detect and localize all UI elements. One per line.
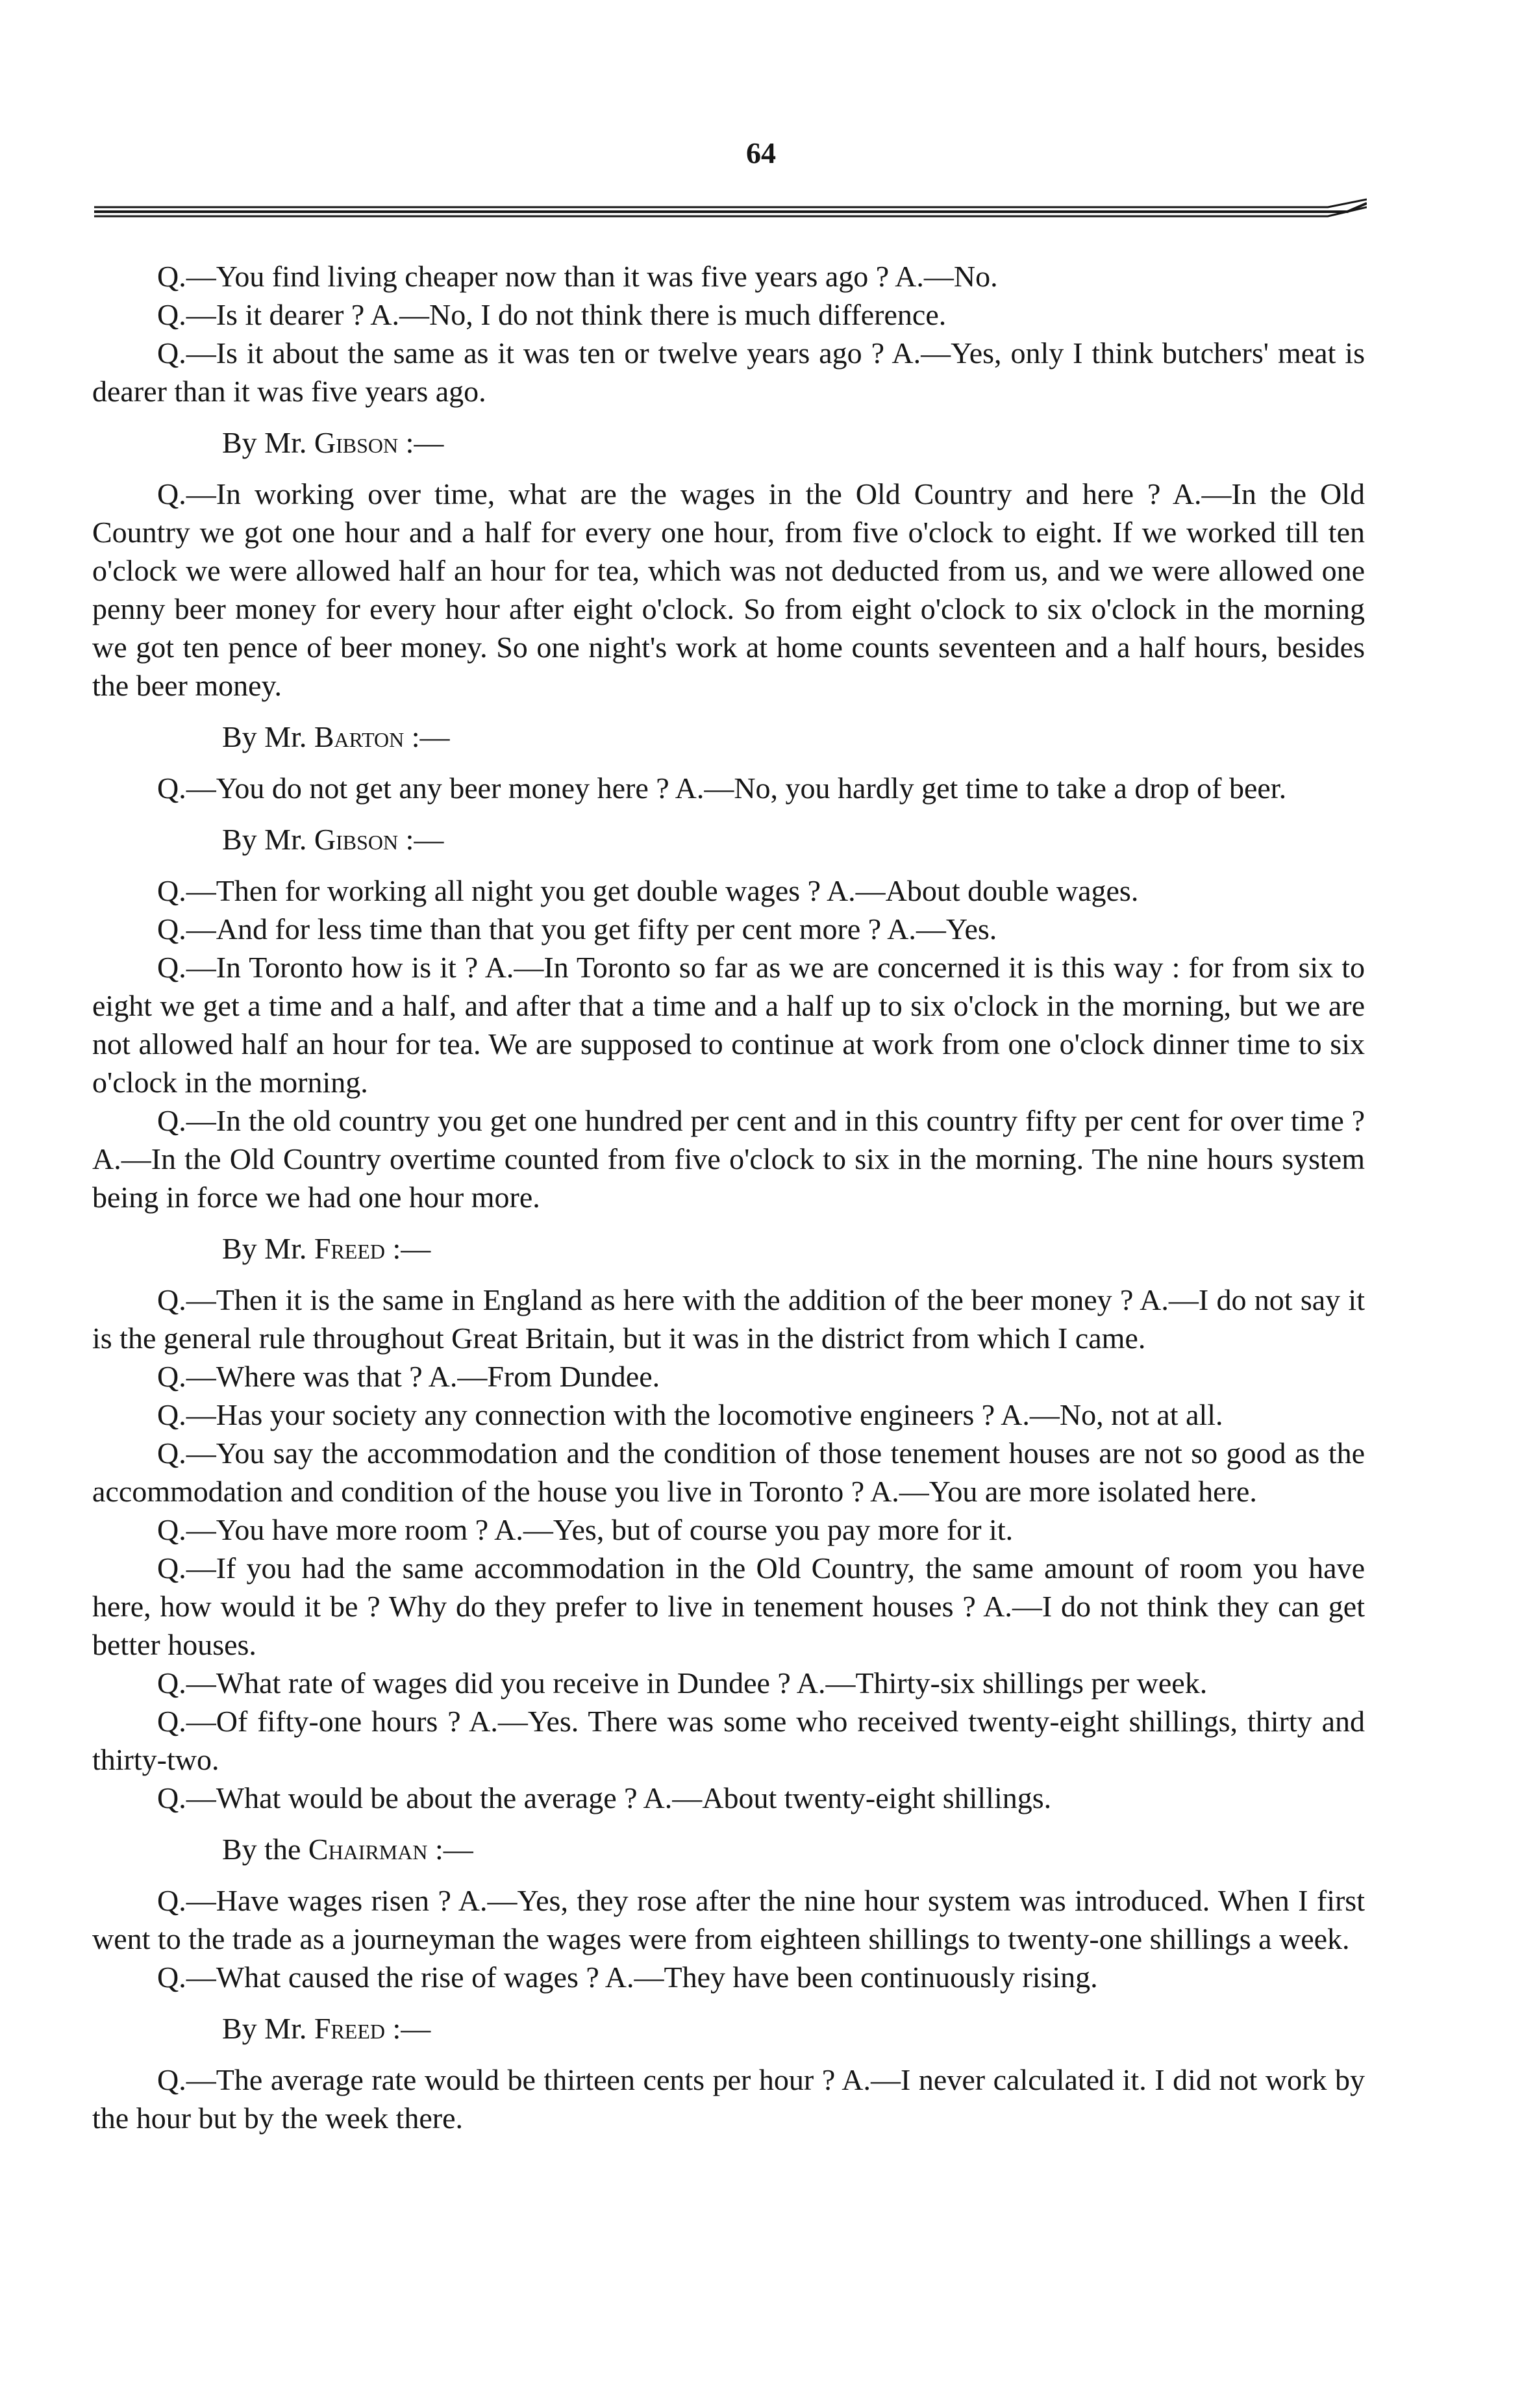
speaker-suffix: :—: [385, 2012, 431, 2045]
speaker-suffix: :—: [427, 1833, 473, 1866]
speaker-prefix: By Mr.: [222, 823, 314, 856]
speaker-name: Chairman: [308, 1833, 428, 1866]
speaker-prefix: By Mr.: [222, 2012, 314, 2045]
speaker-heading: [92, 1830, 1365, 1868]
speaker-name: Gibson: [314, 426, 399, 459]
speaker-suffix: :—: [398, 823, 444, 856]
speaker-prefix: By Mr.: [222, 720, 314, 753]
header-rule: [94, 198, 1367, 224]
speaker-name: Gibson: [314, 823, 399, 856]
question-answer: Q.—Is it dearer ? A.—No, I do not think there is much difference.: [157, 298, 947, 331]
question-answer: Q.—And for less time than that you get fifty per cent more ? A.—Yes.: [157, 912, 997, 946]
speaker-suffix: :—: [404, 720, 450, 753]
testimony-text: [92, 257, 1365, 2137]
speaker-name: Freed: [314, 2012, 386, 2045]
question-answer: Q.—You do not get any beer money here ? A.—No, you hardly get time to take a drop of beer.: [157, 771, 1287, 805]
speaker-prefix: By Mr.: [222, 1232, 314, 1265]
question-answer: Q.—You find living cheaper now than it was five years ago ? A.—No.: [157, 260, 998, 293]
speaker-heading: [92, 1229, 1365, 1268]
speaker-heading: [92, 423, 1365, 462]
question-answer: Q.—Has your society any connection with the locomotive engineers ? A.—No, not at all.: [157, 1398, 1223, 1431]
page-number: 64: [746, 136, 776, 169]
speaker-name: Freed: [314, 1232, 386, 1265]
speaker-prefix: By Mr.: [222, 426, 314, 459]
question-answer: Q.—Then for working all night you get double wages ? A.—About double wages.: [157, 874, 1139, 907]
question-answer: Q.—Have wages risen ? A.—Yes, they rose after the nine hour system was introduced. When I first went to the trade as a journeyman the wages were from eighteen shillings to twenty-one shillings a week.: [92, 1884, 1365, 1955]
question-answer: Q.—In working over time, what are the wages in the Old Country and here ? A.—In the Old Country we got one hour and a half for every one hour, from five o'clock to eight. If we worked till ten o'clock we were allowed half an hour for tea, which was not deducted from us, and we were allowed one penny beer money for every hour after eight o'clock. So from eight o'clock to six o'clock in the morning we got ten pence of beer money. So one night's work at home counts seventeen and a half hours, besides the beer money.: [92, 477, 1365, 702]
question-answer: Q.—You say the accommodation and the condition of those tenement houses are not so good as the accommodation and condition of the house you live in Toronto ? A.—You are more isolated here.: [92, 1436, 1365, 1508]
speaker-heading: [92, 820, 1365, 859]
speaker-suffix: :—: [398, 426, 444, 459]
question-answer: Q.—If you had the same accommodation in the Old Country, the same amount of room you have here, how would it be ? Why do they prefer to live in tenement houses ? A.—I do not think they can get better houses.: [92, 1551, 1365, 1661]
question-answer: Q.—Then it is the same in England as here with the addition of the beer money ? A.—I do not say it is the general rule throughout Great Britain, but it was in the district from which I came.: [92, 1283, 1365, 1355]
question-answer: Q.—In the old country you get one hundred per cent and in this country fifty per cent for over time ? A.—In the Old Country overtime counted from five o'clock to six in the morning. The nine hours system being in force we had one hour more.: [92, 1104, 1365, 1214]
question-answer: Q.—In Toronto how is it ? A.—In Toronto so far as we are concerned it is this way : for from six to eight we get a time and a half, and after that a time and a half up to six o'clock in the morning, but we are not allowed half an hour for tea. We are supposed to continue at work from one o'clock dinner time to six o'clock in the morning.: [92, 951, 1365, 1099]
question-answer: Q.—What caused the rise of wages ? A.—They have been continuously rising.: [157, 1961, 1098, 1994]
speaker-name: Barton: [314, 720, 405, 753]
question-answer: Q.—Of fifty-one hours ? A.—Yes. There was some who received twenty-eight shillings, thirty and thirty-two.: [92, 1705, 1365, 1776]
question-answer: Q.—What rate of wages did you receive in Dundee ? A.—Thirty-six shillings per week.: [157, 1666, 1208, 1699]
speaker-suffix: :—: [385, 1232, 431, 1265]
question-answer: Q.—You have more room ? A.—Yes, but of course you pay more for it.: [157, 1513, 1014, 1546]
speaker-heading: [92, 2009, 1365, 2048]
question-answer: Q.—The average rate would be thirteen cents per hour ? A.—I never calculated it. I did not work by the hour but by the week there.: [92, 2063, 1365, 2135]
question-answer: Q.—Is it about the same as it was ten or twelve years ago ? A.—Yes, only I think butchers' meat is dearer than it was five years ago.: [92, 336, 1365, 408]
speaker-prefix: By the: [222, 1833, 308, 1866]
speaker-heading: [92, 718, 1365, 756]
question-answer: Q.—Where was that ? A.—From Dundee.: [157, 1360, 660, 1393]
question-answer: Q.—What would be about the average ? A.—About twenty-eight shillings.: [157, 1781, 1052, 1814]
